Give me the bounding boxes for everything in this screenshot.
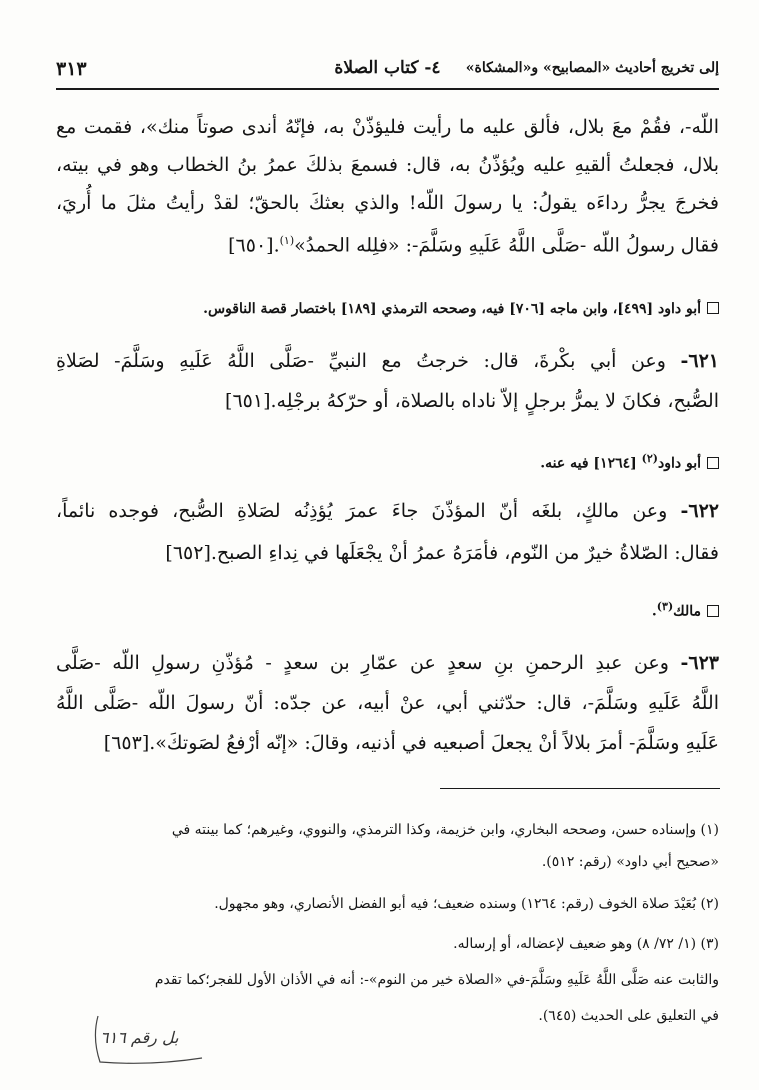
footnote-divider <box>440 788 720 789</box>
hadith-650-source <box>56 298 719 320</box>
hadith-621-number: ٦٢١- <box>680 350 720 372</box>
square-bullet-icon <box>707 457 719 469</box>
hadith-621-source-ref: [١٢٦٤] فيه عنه. <box>540 455 637 472</box>
hadith-621-source <box>56 448 719 475</box>
footnote-2: (٢) بُعَيْدَ صلاة الخوف (رقم: ١٢٦٤) وسنده ضعيف؛ فيه أبو الفضل الأنصاري، وهو مجهول. <box>214 896 719 912</box>
hadith-650-line-2: بلال، فجعلتُ ألقيهِ عليه ويُؤذّنُ به، قال: فسمعَ بذلكَ عمرُ بنُ الخطاب وهو في بيته، <box>56 154 719 176</box>
hadith-622-line-2: فقال: الصّلاةُ خيرٌ من النّوم، فأمَرَهُ عمرُ أنْ يجْعَلَها في نِداءِ الصبح.[٦٥٢] <box>165 542 719 564</box>
hadith-650-line-4-text: فقال رسولُ اللّه -صَلَّى اللَّهُ عَلَيهِ وسَلَّمَ-: «فلِله الحمدُ» <box>294 234 719 257</box>
hadith-621-source-name: أبو داود <box>657 455 701 472</box>
hadith-623-line-3: عَلَيهِ وسَلَّمَ- أمرَ بلالاً أنْ يجعلَ أصبعيه في أذنيه، وقالَ: «إنّه أرْفعُ لصَوتكَ».[٦٥٣] <box>103 732 719 754</box>
hadith-622-source <box>56 596 719 623</box>
header-divider <box>56 88 719 90</box>
footnote-1-line-1: (١) وإسناده حسن، وصححه البخاري، وابن خزيمة، وكذا الترمذي، والنووي، وغيرهم؛ كما بينته في <box>171 822 719 838</box>
hadith-621-line-2: الصُّبح، فكانَ لا يمرُّ برجلٍ إلاّ ناداه بالصلاة، أو حرّكهُ برجْلِه.[٦٥١] <box>225 390 719 412</box>
square-bullet-icon <box>707 302 719 314</box>
page-header <box>56 58 719 86</box>
hadith-650-ref: .[٦٥٠] <box>228 234 280 257</box>
footnote-ref-1: (١) <box>279 234 295 247</box>
hadith-621-line-1-text: وعن أبي بكْرةَ، قال: خرجتُ مع النبيِّ -صَلَّى اللَّهُ عَلَيهِ وسَلَّمَ- لصَلاةِ <box>56 350 666 372</box>
square-bullet-icon <box>707 605 719 617</box>
running-title: إلى تخريج أحاديث «المصابيح» و«المشكاة» <box>465 60 719 76</box>
hadith-650-line-3: فخرجَ يجرُّ رداءَه يقولُ: يا رسولَ اللّه! والذي بعثكَ بالحقّ؛ لقدْ رأيتُ مثلَ ما أُريَ، <box>56 192 719 214</box>
hadith-622-line-1-text: وعن مالكٍ، بلغَه أنّ المؤذّنَ جاءَ عمرَ يُؤذِنُه لصَلاةِ الصُّبح، فوجده نائماً، <box>56 500 668 522</box>
footnote-1-line-2: «صحيح أبي داود» (رقم: ٥١٢). <box>541 854 719 870</box>
hadith-622-source-name: مالك <box>673 603 701 620</box>
footnote-3b-line-2: في التعليق على الحديث (٦٤٥). <box>538 1008 719 1024</box>
hadith-650-line-1: اللّه-، فقُمْ معَ بلال، فألق عليه ما رأيت فليؤذّنْ به، فإنّهُ أندى صوتاً منك»، فقمت مع <box>56 116 719 138</box>
hadith-623-line-1 <box>56 648 719 678</box>
hadith-623-line-2: اللَّهُ عَلَيهِ وسَلَّمَ-، قال: حدّثني أبي، عنْ أبيه، عن جدّه: أنّ رسولَ اللّه -صَلَّى اللَّهُ <box>56 692 719 714</box>
chapter-title: ٤- كتاب الصلاة <box>334 58 441 78</box>
footnote-3: (٣) (١/ ٧٢/ ٨) وهو ضعيف لإعضاله، أو إرساله. <box>453 936 719 952</box>
hadith-623-line-1-text: وعن عبدِ الرحمنِ بنِ سعدٍ عن عمّارِ بن سعدٍ - مُؤذّنِ رسولِ اللّه -صَلَّى <box>56 652 669 674</box>
hadith-622-line-1 <box>56 496 719 526</box>
footnote-ref-2: (٢) <box>641 452 658 465</box>
hadith-650-source-text: أبو داود [٤٩٩]، وابن ماجه [٧٠٦] فيه، وصححه الترمذي [١٨٩] باختصار قصة الناقوس. <box>203 301 701 317</box>
footnote-3b-line-1: والثابت عنه صَلَّى اللَّهُ عَلَيهِ وسَلَّمَ-في «الصلاة خير من النوم»-: أنه في الأذان الأول للفجر؛كما تقدم <box>154 972 719 988</box>
hadith-622-source-end: . <box>651 603 657 620</box>
handwritten-note: بل رقم ٦١٦ <box>100 1028 179 1047</box>
hadith-650-line-4 <box>56 226 719 260</box>
hadith-623-number: ٦٢٣- <box>680 652 719 674</box>
footnote-ref-3: (٣) <box>656 600 674 613</box>
page-number: ٣١٣ <box>56 58 87 80</box>
hadith-622-number: ٦٢٢- <box>680 500 719 522</box>
hadith-621-line-1 <box>56 346 719 376</box>
